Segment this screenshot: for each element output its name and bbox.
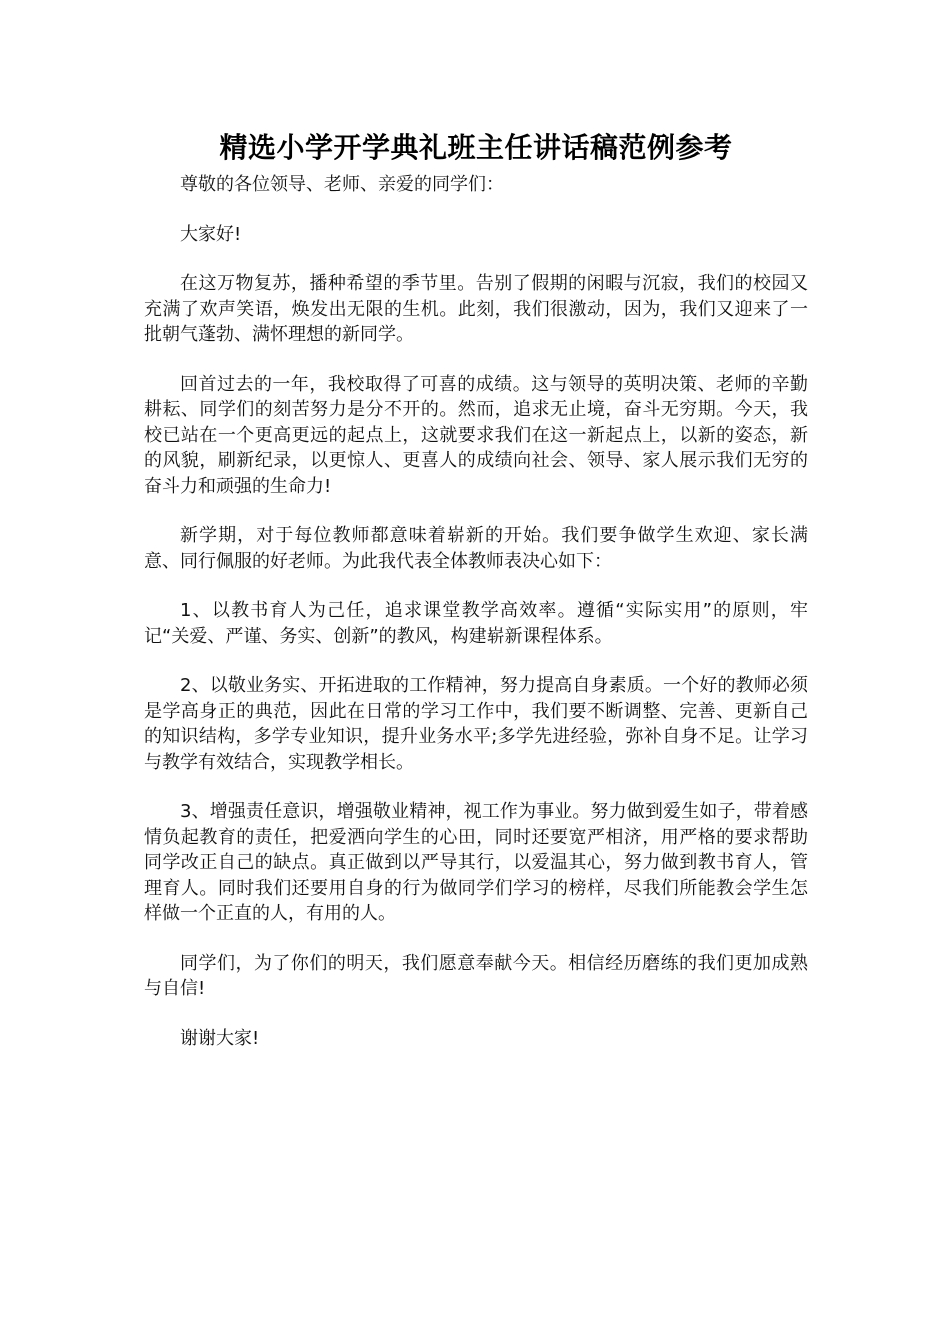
greeting: 大家好! bbox=[180, 223, 242, 245]
pledge-item-2: 2、以敬业务实、开拓进取的工作精神，努力提高自身素质。一个好的教师必须是学高身正的典范，因此在日常的学习工作中，我们要不断调整、完善、更新自己的知识结构，多学专业知识，提升业务水平;多学先进经验，弥补自身不足。让学习与教学有效结合，实现教学相长。 bbox=[144, 675, 808, 773]
thanks: 谢谢大家! bbox=[180, 1027, 260, 1049]
pledge-item-1: 1、以教书育人为己任，追求课堂教学高效率。遵循“实际实用”的原则，牢记“关爱、严谨、务实、创新”的教风，构建崭新课程体系。 bbox=[144, 600, 808, 647]
paragraph-new-semester: 新学期，对于每位教师都意味着崭新的开始。我们要争做学生欢迎、家长满意、同行佩服的好老师。为此我代表全体教师表决心如下： bbox=[144, 525, 808, 572]
paragraph-closing: 同学们，为了你们的明天，我们愿意奉献今天。相信经历磨练的我们更加成熟与自信! bbox=[144, 952, 808, 999]
document-title: 精选小学开学典礼班主任讲话稿范例参考 bbox=[219, 131, 733, 164]
document-page bbox=[144, 128, 808, 1075]
paragraph-opening: 在这万物复苏，播种希望的季节里。告别了假期的闲暇与沉寂，我们的校园又充满了欢声笑语，焕发出无限的生机。此刻，我们很激动，因为，我们又迎来了一批朝气蓬勃、满怀理想的新同学。 bbox=[144, 273, 808, 345]
salutation: 尊敬的各位领导、老师、亲爱的同学们： bbox=[180, 174, 504, 195]
pledge-item-3: 3、增强责任意识，增强敬业精神，视工作为事业。努力做到爱生如子，带着感情负起教育的责任，把爱洒向学生的心田，同时还要宽严相济，用严格的要求帮助同学改正自己的缺点。真正做到以严导其行，以爱温其心，努力做到教书育人，管理育人。同时我们还要用自身的行为做同学们学习的榜样，尽我们所能教会学生怎样做一个正直的人，有用的人。 bbox=[144, 801, 808, 924]
paragraph-review: 回首过去的一年，我校取得了可喜的成绩。这与领导的英明决策、老师的辛勤耕耘、同学们的刻苦努力是分不开的。然而，追求无止境，奋斗无穷期。今天，我校已站在一个更高更远的起点上，这就要求我们在这一新起点上，以新的姿态，新的风貌，刷新纪录，以更惊人、更喜人的成绩向社会、领导、家人展示我们无穷的奋斗力和顽强的生命力! bbox=[144, 373, 808, 497]
